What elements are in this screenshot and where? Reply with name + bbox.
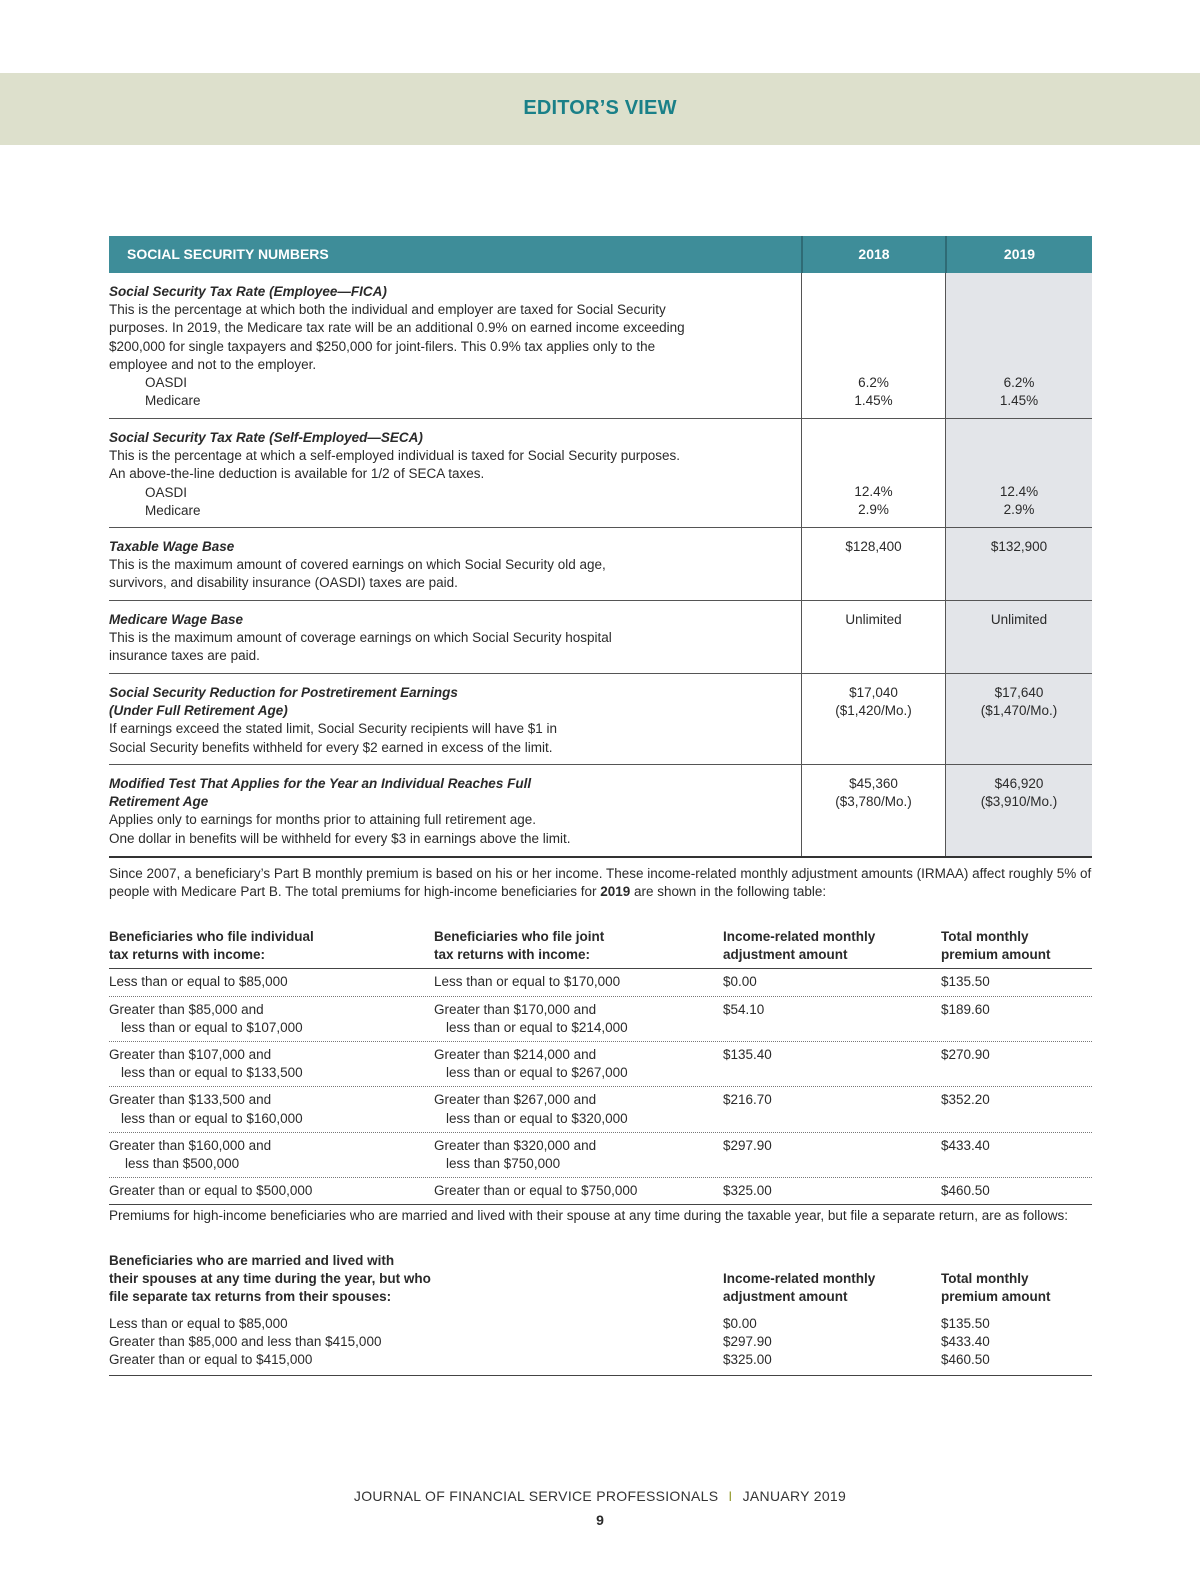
table-row <box>109 1133 1092 1178</box>
adjustment-amount: $297.90 <box>723 1137 772 1153</box>
value-2019 <box>945 674 1092 764</box>
value-2018 <box>801 273 945 418</box>
adjustment-amount: $325.00 <box>723 1352 772 1368</box>
row-description: If earnings exceed the stated limit, Social Security recipients will have $1 in <box>109 721 557 737</box>
individual-income: Greater than $85,000 and <box>109 1001 264 1017</box>
adjustment-amount: $325.00 <box>723 1183 772 1199</box>
sub-label: OASDI <box>145 484 188 500</box>
column-header: premium amount <box>941 1289 1051 1305</box>
joint-income: Greater than $320,000 and <box>434 1137 597 1153</box>
income-range: Less than or equal to $85,000 <box>109 1315 288 1331</box>
cell-value: 12.4% <box>999 483 1039 499</box>
joint-income: less than or equal to $320,000 <box>446 1110 628 1126</box>
intro-text-end: are shown in the following table: <box>630 884 827 900</box>
cell-value: 6.2% <box>1003 374 1035 390</box>
total-premium: $460.50 <box>941 1352 990 1368</box>
intro-text: Since 2007, a beneficiary’s Part B monthly premium is based on his or her income. These income-related monthly adjustment amounts (IRMAA) affect roughly 5% of people with Medicare Part B. The total premiums for high-income beneficiaries for <box>109 866 1092 900</box>
total-premium: $352.20 <box>941 1092 990 1108</box>
value-2018 <box>801 601 945 673</box>
column-header: tax returns with income: <box>434 947 591 963</box>
column-header: Income-related monthly <box>723 929 876 944</box>
sub-label: Medicare <box>145 393 201 409</box>
individual-income: Greater than $133,500 and <box>109 1092 272 1108</box>
cell-value: $45,360 <box>849 776 898 791</box>
section-title: EDITOR’S VIEW <box>523 97 677 119</box>
column-header: Beneficiaries who file joint <box>434 929 605 944</box>
income-range: Greater than $85,000 and less than $415,000 <box>109 1333 382 1349</box>
table-header <box>109 236 1092 273</box>
cell-value: 1.45% <box>999 392 1039 408</box>
row-description: insurance taxes are paid. <box>109 648 260 664</box>
individual-income: Greater than $160,000 and <box>109 1137 272 1153</box>
row-title-cont: (Under Full Retirement Age) <box>109 703 288 719</box>
value-2019 <box>945 765 1092 856</box>
row-description: employee and not to the employer. <box>109 356 317 372</box>
row-description: Applies only to earnings for months prior to attaining full retirement age. <box>109 812 536 828</box>
row-description: One dollar in benefits will be withheld for every $3 in earnings above the limit. <box>109 830 571 846</box>
row-description: This is the maximum amount of covered earnings on which Social Security old age, <box>109 557 606 573</box>
column-header: Total monthly <box>941 1271 1029 1287</box>
married-intro: Premiums for high-income beneficiaries who are married and lived with their spouse at any time during the taxable year, but file a separate return, are as follows: <box>109 1208 1068 1223</box>
married-table <box>109 1252 1092 1376</box>
joint-income: less than or equal to $214,000 <box>446 1019 628 1035</box>
cell-value: $128,400 <box>845 539 902 554</box>
individual-income: Greater than or equal to $500,000 <box>109 1183 313 1199</box>
cell-value: 1.45% <box>854 392 893 408</box>
column-header: file separate tax returns from their spouses: <box>109 1289 392 1305</box>
column-header: premium amount <box>941 947 1051 963</box>
table-row <box>109 997 1092 1042</box>
row-title: Social Security Tax Rate (Employee—FICA) <box>109 284 387 299</box>
value-2019 <box>945 601 1092 673</box>
irmaa-table <box>109 928 1092 1205</box>
joint-income: Greater than $214,000 and <box>434 1047 597 1063</box>
sub-label: Medicare <box>145 502 201 518</box>
adjustment-amount: $0.00 <box>723 1315 757 1331</box>
cell-value: ($3,910/Mo.) <box>980 794 1058 810</box>
column-header: adjustment amount <box>723 1289 848 1305</box>
value-2018 <box>801 528 945 600</box>
value-2019 <box>945 419 1092 527</box>
table-row <box>109 601 1092 674</box>
adjustment-amount: $216.70 <box>723 1092 772 1108</box>
value-2018 <box>801 419 945 527</box>
column-header: tax returns with income: <box>109 947 266 963</box>
column-header: Beneficiaries who are married and lived with <box>109 1253 395 1268</box>
header-title: SOCIAL SECURITY NUMBERS <box>127 246 329 262</box>
table-row <box>109 273 1092 419</box>
footer <box>0 1488 1200 1504</box>
row-description: This is the percentage at which both the individual and employer are taxed for Social Security <box>109 302 666 318</box>
individual-income: less than or equal to $133,500 <box>121 1065 303 1081</box>
cell-value: $17,040 <box>849 685 898 700</box>
adjustment-amount: $135.40 <box>723 1047 772 1063</box>
individual-income: less than or equal to $160,000 <box>121 1110 303 1126</box>
joint-income: less than $750,000 <box>446 1156 561 1172</box>
row-description: purposes. In 2019, the Medicare tax rate will be an additional 0.9% on earned income exceeding <box>109 320 685 336</box>
individual-income: less than or equal to $107,000 <box>121 1019 303 1035</box>
table-body <box>109 1307 1092 1377</box>
joint-income: Greater than or equal to $750,000 <box>434 1183 638 1199</box>
row-title: Medicare Wage Base <box>109 612 244 627</box>
joint-income: Greater than $267,000 and <box>434 1092 597 1108</box>
joint-income: Greater than $170,000 and <box>434 1001 597 1017</box>
cell-value: $132,900 <box>990 539 1048 554</box>
cell-value: ($3,780/Mo.) <box>835 794 912 810</box>
total-premium: $433.40 <box>941 1137 990 1153</box>
cell-value: ($1,420/Mo.) <box>835 703 912 719</box>
joint-income: less than or equal to $267,000 <box>446 1065 628 1081</box>
row-title-cont: Retirement Age <box>109 794 209 810</box>
journal-name: JOURNAL OF FINANCIAL SERVICE PROFESSIONALS <box>353 1488 719 1504</box>
row-title: Modified Test That Applies for the Year an Individual Reaches Full <box>109 776 532 791</box>
table-row <box>109 1087 1092 1132</box>
cell-value: ($1,470/Mo.) <box>980 703 1058 719</box>
page-number: 9 <box>596 1512 604 1528</box>
cell-value: $17,640 <box>994 685 1044 700</box>
table-row <box>109 528 1092 601</box>
individual-income: Less than or equal to $85,000 <box>109 974 288 990</box>
row-description: Social Security benefits withheld for every $2 earned in excess of the limit. <box>109 739 553 755</box>
table-row <box>109 1042 1092 1087</box>
row-description: $200,000 for single taxpayers and $250,000 for joint-filers. This 0.9% tax applies only to the <box>109 338 656 354</box>
row-description: This is the percentage at which a self-employed individual is taxed for Social Security purposes. <box>109 448 681 464</box>
footer-separator: I <box>728 1488 733 1504</box>
row-description: survivors, and disability insurance (OASDI) taxes are paid. <box>109 575 458 591</box>
intro-year: 2019 <box>600 884 631 900</box>
row-description: This is the maximum amount of coverage earnings on which Social Security hospital <box>109 630 612 646</box>
cell-value: Unlimited <box>990 612 1048 627</box>
column-header: Income-related monthly <box>723 1271 876 1287</box>
row-title: Social Security Reduction for Postretirement Earnings <box>109 685 458 700</box>
income-range: Greater than or equal to $415,000 <box>109 1352 313 1368</box>
total-premium: $433.40 <box>941 1333 990 1349</box>
table-row <box>109 1178 1092 1205</box>
cell-value: 12.4% <box>854 483 893 499</box>
total-premium: $135.50 <box>941 1315 990 1331</box>
cell-value: 6.2% <box>858 374 889 390</box>
value-2019 <box>945 273 1092 418</box>
cell-value: Unlimited <box>845 612 902 627</box>
social-security-table <box>109 236 1092 858</box>
adjustment-amount: $297.90 <box>723 1333 772 1349</box>
sub-label: OASDI <box>145 375 188 391</box>
irmaa-intro <box>109 865 1092 901</box>
header-banner <box>0 73 1200 145</box>
cell-value: 2.9% <box>858 501 889 517</box>
individual-income: less than $500,000 <box>125 1156 240 1172</box>
adjustment-amount: $0.00 <box>723 974 757 990</box>
value-2019 <box>945 528 1092 600</box>
table-row <box>109 765 1092 858</box>
column-header: adjustment amount <box>723 947 848 963</box>
column-header: Total monthly <box>941 929 1029 944</box>
table-header <box>109 928 1092 969</box>
row-title: Taxable Wage Base <box>109 539 235 554</box>
value-2018 <box>801 765 945 856</box>
total-premium: $189.60 <box>941 1001 990 1017</box>
adjustment-amount: $54.10 <box>723 1001 765 1017</box>
column-header: their spouses at any time during the year, but who <box>109 1271 431 1287</box>
cell-value: $46,920 <box>994 776 1044 791</box>
table-header <box>109 1252 1092 1307</box>
header-2018: 2018 <box>801 236 945 273</box>
cell-value: 2.9% <box>1003 501 1035 517</box>
total-premium: $460.50 <box>941 1183 990 1199</box>
issue-date: JANUARY 2019 <box>742 1488 847 1504</box>
joint-income: Less than or equal to $170,000 <box>434 974 621 990</box>
individual-income: Greater than $107,000 and <box>109 1047 272 1063</box>
table-row <box>109 674 1092 765</box>
total-premium: $270.90 <box>941 1047 990 1063</box>
table-row <box>109 419 1092 528</box>
table-row <box>109 969 1092 996</box>
column-header: Beneficiaries who file individual <box>109 929 314 944</box>
value-2018 <box>801 674 945 764</box>
row-description: An above-the-line deduction is available for 1/2 of SECA taxes. <box>109 466 485 482</box>
header-2019: 2019 <box>945 236 1092 273</box>
total-premium: $135.50 <box>941 974 990 990</box>
row-title: Social Security Tax Rate (Self-Employed—SECA) <box>109 430 423 445</box>
